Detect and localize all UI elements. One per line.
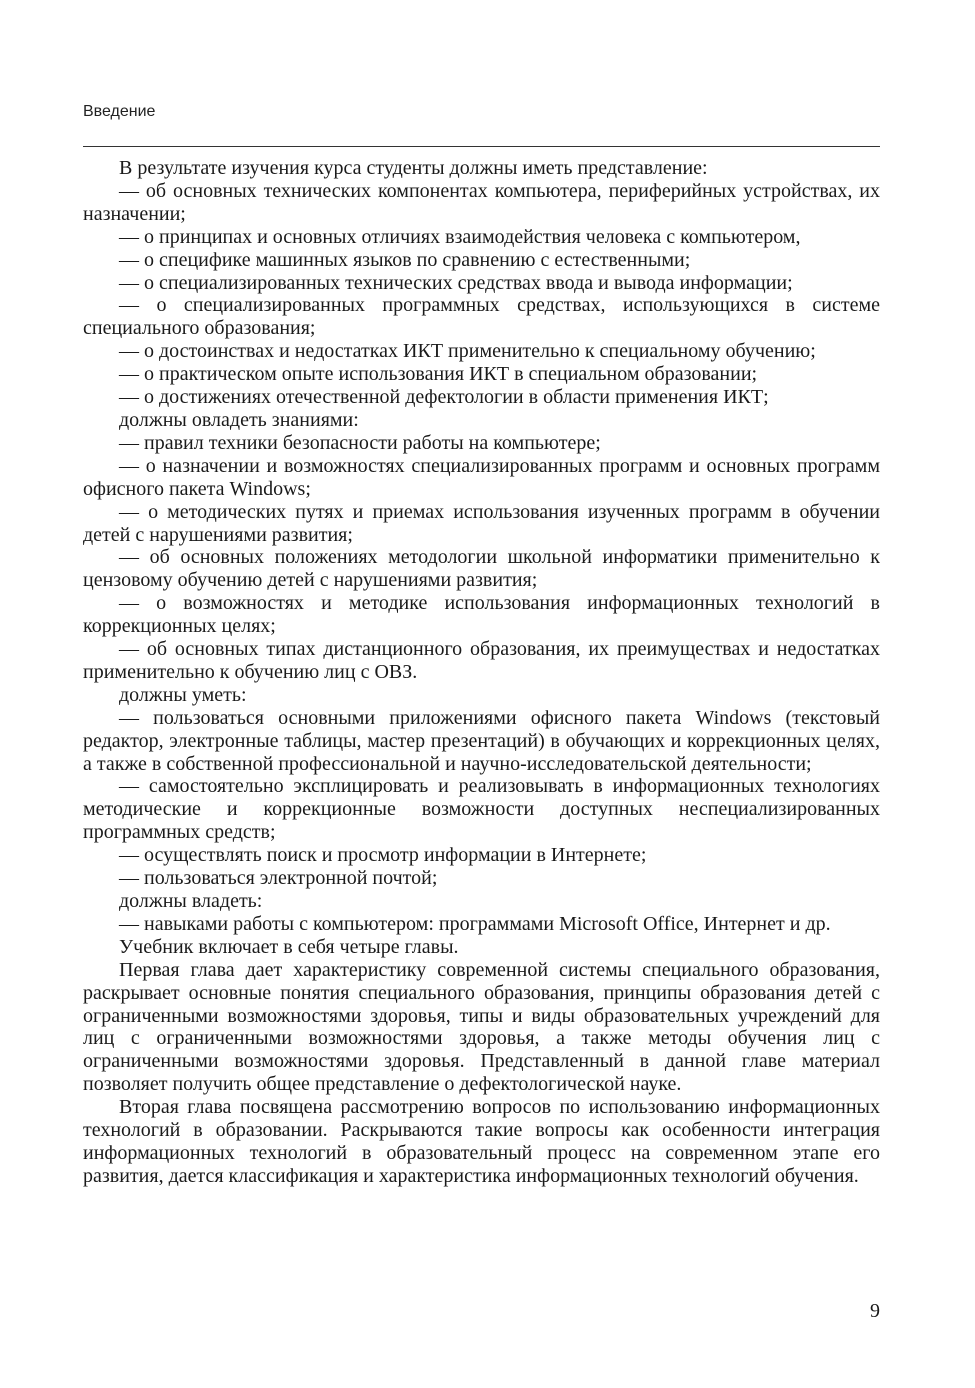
list-item: — навыками работы с компьютером: программами Microsoft Office, Интернет и др. xyxy=(119,912,831,935)
list-item: — о назначении и возможностях специализированных программ и основных программ офисного пакета Windows; xyxy=(83,454,880,500)
list-item: — об основных положениях методологии школьной информатики применительно к цензовому обучению детей с нарушениями развития; xyxy=(83,546,880,592)
list-item: — о специализированных программных средствах, использующихся в системе специального образования; xyxy=(83,294,880,340)
list-item: — об основных технических компонентах компьютера, периферийных устройствах, их назначении; xyxy=(83,179,880,225)
paragraph: Вторая глава посвящена рассмотрению вопросов по использованию информационных технологий в образовании. Раскрываются такие вопросы как особенности интеграция информационных технологий в образовательный процесс на современном этапе его развития, дается классификация и характеристика информационных технологий обучения. xyxy=(83,1096,880,1187)
list-item: — пользоваться электронной почтой; xyxy=(119,867,438,890)
section-lead: должны уметь: xyxy=(119,683,247,706)
section-lead: должны овладеть знаниями: xyxy=(119,408,359,431)
paragraph: Учебник включает в себя четыре главы. xyxy=(119,935,459,958)
paragraph: В результате изучения курса студенты должны иметь представление: xyxy=(119,157,708,179)
list-item: — о методических путях и приемах использования изученных программ в обучении детей с нарушениями развития; xyxy=(83,500,880,546)
list-item: — о специфике машинных языков по сравнению с естественными; xyxy=(119,248,691,271)
list-item: — осуществлять поиск и просмотр информации в Интернете; xyxy=(119,844,647,867)
list-item: — правил техники безопасности работы на компьютере; xyxy=(119,431,601,454)
page-number: 9 xyxy=(870,1300,880,1322)
list-item: — пользоваться основными приложениями офисного пакета Windows (текстовый редактор, электронные таблицы, мастер презентаций) в обучающих и коррекционных целях, а также в собственной профессиональной и научно-исследовательской деятельности; xyxy=(83,706,880,775)
body-text xyxy=(83,157,880,1188)
list-item: — о возможностях и методике использования информационных технологий в коррекционных целях; xyxy=(83,592,880,638)
list-item: — об основных типах дистанционного образования, их преимуществах и недостатках применительно к обучению лиц с ОВЗ. xyxy=(83,638,880,683)
running-header: Введение xyxy=(83,103,156,120)
paragraph: Первая глава дает характеристику современной системы специального образования, раскрывает основные понятия специального образования, принципы образования детей с ограниченными возможностями здоровья, типы и виды образовательных учреждений для лиц с ограниченными возможностями здоровья, а также методы обучения лиц с ограниченными возможностями здоровья. Представленный в данной главе материал позволяет получить общее представление о дефектологической науке. xyxy=(83,958,880,1096)
header-rule xyxy=(83,146,880,147)
list-item: — о достижениях отечественной дефектологии в области применения ИКТ; xyxy=(119,386,769,409)
section-lead: должны владеть: xyxy=(119,890,263,912)
list-item: — о принципах и основных отличиях взаимодействия человека с компьютером, xyxy=(119,225,801,248)
list-item: — о специализированных технических средствах ввода и вывода информации; xyxy=(119,271,793,294)
list-item: — о практическом опыте использования ИКТ в специальном образовании; xyxy=(119,363,758,386)
list-item: — о достоинствах и недостатках ИКТ применительно к специальному обучению; xyxy=(119,340,816,363)
list-item: — самостоятельно эксплицировать и реализовывать в информационных технологиях методические и коррекционные возможности доступных неспециализированных программных средств; xyxy=(83,775,880,844)
